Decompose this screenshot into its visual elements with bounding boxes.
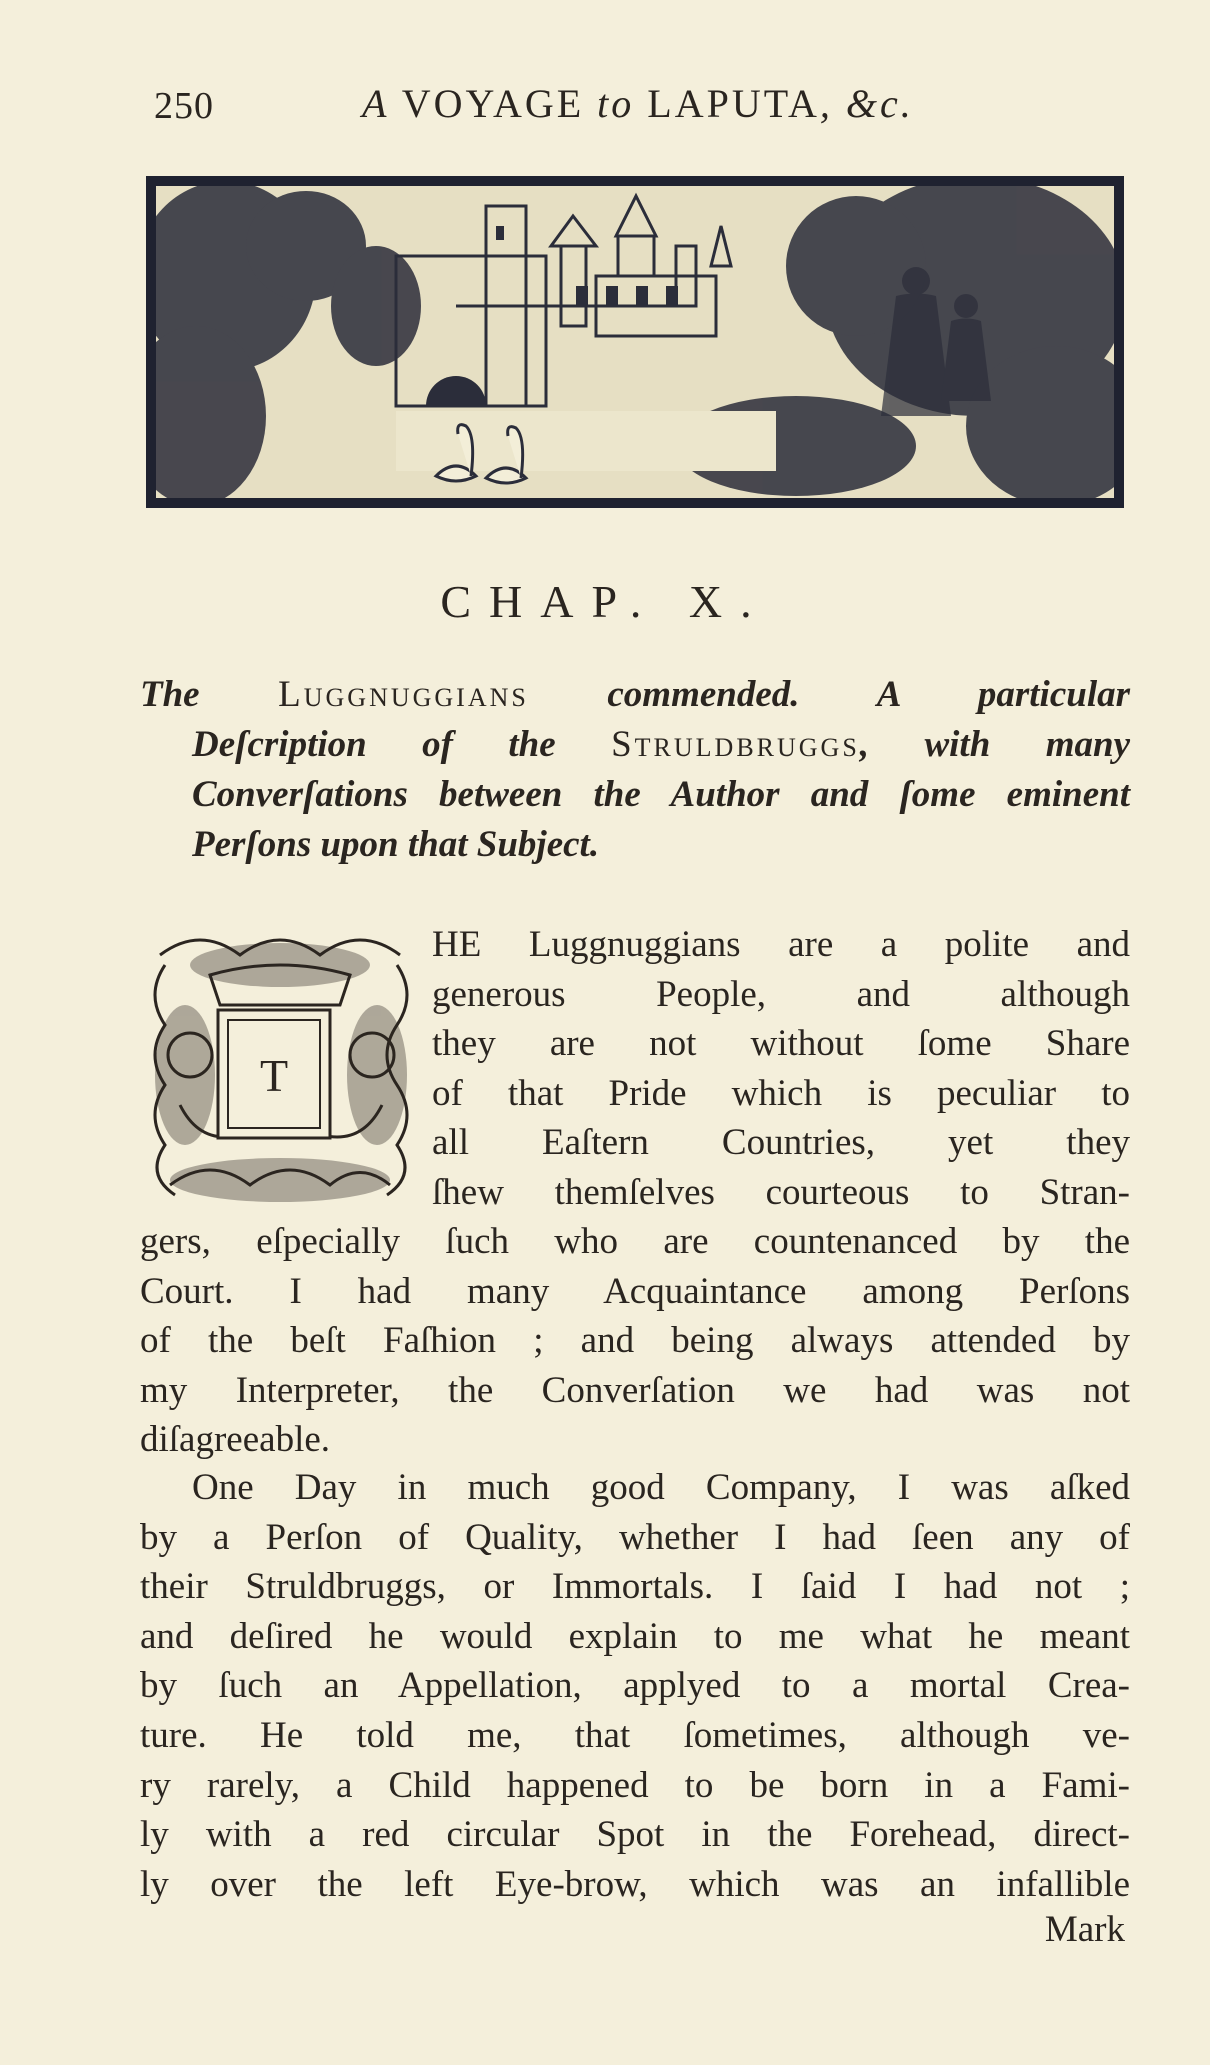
text-line: of that Pride which is peculiar to	[432, 1072, 1130, 1114]
paragraph-2	[140, 1463, 1130, 1909]
text-line: by ſuch an Appellation, applyed to a mortal Crea-	[140, 1665, 1130, 1707]
text-line: by a Perſon of Quality, whether I had ſeen any of	[140, 1516, 1130, 1558]
running-head	[140, 70, 1130, 130]
text-line: ſhew themſelves courteous to Stran-	[432, 1171, 1130, 1213]
text-line: ly over the left Eye-brow, which was an infallible	[140, 1863, 1130, 1905]
text-line: HE Luggnuggians are a polite and	[432, 924, 1130, 965]
text-line: and deſired he would explain to me what he meant	[140, 1615, 1130, 1657]
drop-cap	[140, 925, 422, 1211]
woodcut-castle-landscape-icon	[146, 176, 1124, 508]
summary-line: Perſons upon that Subject.	[192, 824, 600, 865]
chapter-heading: CHAP. X.	[440, 576, 770, 627]
text-line: ry rarely, a Child happened to be born in a Fami-	[140, 1764, 1130, 1806]
ornamental-initial-frame-icon	[140, 925, 422, 1211]
drop-cap-letter: T	[259, 1050, 289, 1101]
text-line: diſagreeable.	[140, 1419, 331, 1461]
text-line: gers, eſpecially ſuch who are countenanced by the	[140, 1221, 1130, 1262]
text-line: their Struldbruggs, or Immortals. I ſaid I had not ;	[140, 1566, 1130, 1608]
summary-line: Converſations between the Author and ſome eminent	[192, 774, 1130, 815]
text-line: they are not without ſome Share	[432, 1023, 1130, 1065]
text-line: generous People, and although	[432, 973, 1130, 1015]
text-line: all Eaſtern Countries, yet they	[432, 1122, 1130, 1164]
summary-line: Deſcription of the Struldbruggs, with many	[192, 724, 1130, 765]
text-line: of the beſt Faſhion ; and being always attended by	[140, 1320, 1130, 1362]
paragraph-1-continued	[140, 1217, 1130, 1465]
text-line: ture. He told me, that ſometimes, although ve-	[140, 1714, 1130, 1756]
summary-line: The Luggnuggians commended. A particular	[140, 674, 1130, 715]
chapter-summary	[140, 670, 1130, 870]
running-title: A VOYAGE to LAPUTA, &c.	[362, 81, 914, 126]
text-line: ly with a red circular Spot in the Forehead, direct-	[140, 1814, 1130, 1856]
text-line: my Interpreter, the Converſation we had was not	[140, 1369, 1130, 1411]
paragraph-1-wrapped	[432, 920, 1130, 1218]
catchword: Mark	[1044, 1909, 1125, 1950]
text-line: Court. I had many Acquaintance among Perſons	[140, 1270, 1130, 1312]
page-number: 250	[154, 85, 214, 127]
text-line: One Day in much good Company, I was aſked	[192, 1467, 1130, 1508]
